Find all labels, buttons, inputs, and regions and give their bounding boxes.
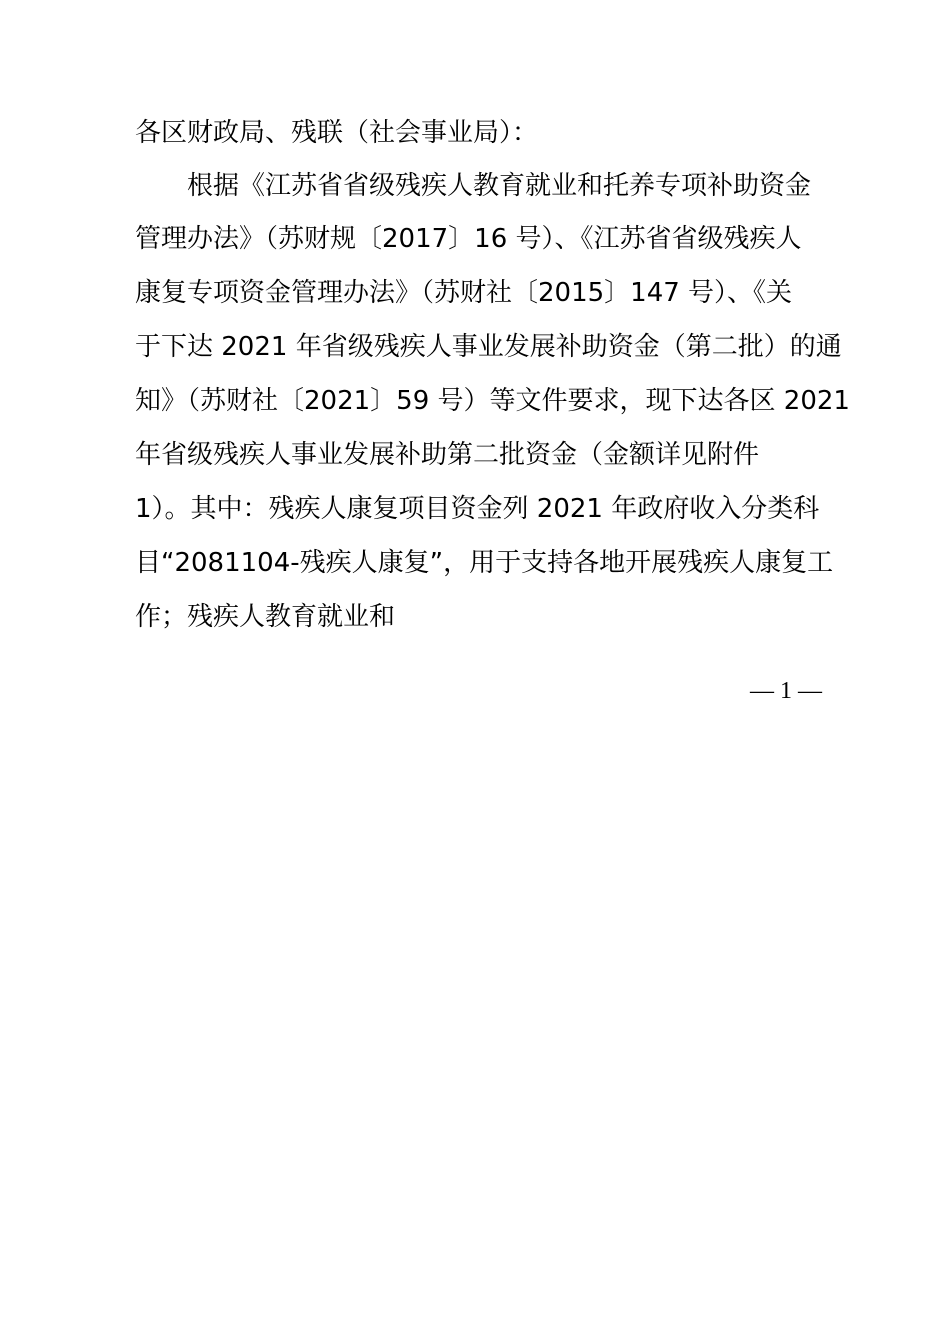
page-number: — 1 — — [750, 678, 822, 704]
body-line-6: 年省级残疾人事业发展补助第二批资金（金额详见附件 — [135, 440, 760, 470]
salutation: 各区财政局、残联（社会事业局）： — [135, 118, 539, 148]
body-line-3: 康复专项资金管理办法》（苏财社〔2015〕147 号）、《关 — [135, 278, 793, 308]
body-line-9: 作；残疾人教育就业和 — [135, 602, 396, 632]
body-line-1: 根据《江苏省省级残疾人教育就业和托养专项补助资金 — [187, 171, 812, 201]
body-line-2: 管理办法》（苏财规〔2017〕16 号）、《江苏省省级残疾人 — [135, 224, 802, 254]
body-line-8: 目“2081104-残疾人康复”，用于支持各地开展残疾人康复工 — [135, 548, 834, 578]
body-line-7: 1）。其中：残疾人康复项目资金列 2021 年政府收入分类科 — [135, 494, 820, 524]
body-line-4: 于下达 2021 年省级残疾人事业发展补助资金（第二批）的通 — [135, 332, 842, 362]
body-line-5: 知》（苏财社〔2021〕59 号）等文件要求，现下达各区 2021 — [135, 386, 850, 416]
